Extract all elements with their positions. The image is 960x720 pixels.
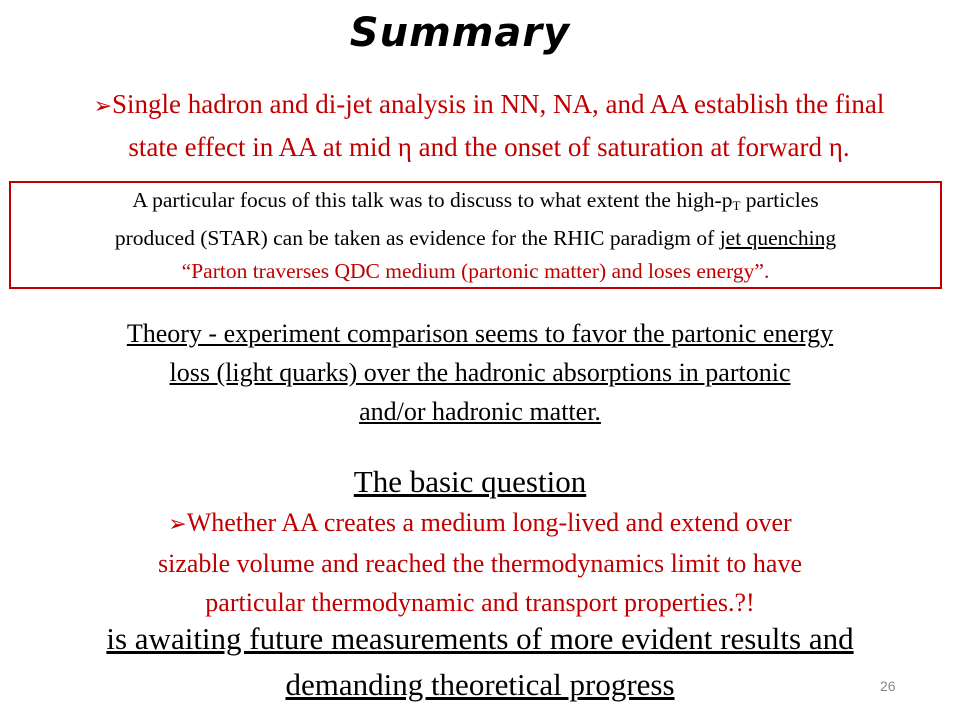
focus-box-text: [9, 184, 942, 288]
bullet1-line2: state effect in AA at mid η and the onset of saturation at forward η.: [128, 132, 850, 162]
bullet1-line1: Single hadron and di-jet analysis in NN, NA, and AA establish the final: [112, 89, 885, 119]
theory-line2: loss (light quarks) over the hadronic absorptions in partonic: [169, 358, 791, 387]
awaiting-conclusion: [0, 616, 960, 708]
box-line1a: A particular focus of this talk was to discuss to what extent the high-p: [132, 188, 733, 212]
jet-quenching-term: jet quenching: [719, 226, 837, 250]
theory-comparison-text: [0, 314, 960, 431]
bullet2-line1: Whether AA creates a medium long-lived and extend over: [186, 508, 792, 537]
arrow-bullet-icon: ➢: [168, 512, 187, 537]
awaiting-line2: demanding theoretical progress: [285, 667, 675, 702]
awaiting-line1: is awaiting future measurements of more evident results and: [106, 621, 854, 656]
bullet-final-state-effect: [18, 84, 960, 167]
theory-line1: Theory - experiment comparison seems to favor the partonic energy: [126, 319, 834, 348]
parton-quote: “Parton traverses QDC medium (partonic matter) and loses energy”.: [181, 259, 770, 283]
bullet2-line2: sizable volume and reached the thermodynamics limit to have: [157, 549, 802, 578]
box-line1-sub: T: [732, 198, 741, 213]
page-number: 26: [880, 678, 896, 694]
slide-title: Summary: [349, 10, 571, 56]
box-line1b: particles: [740, 188, 819, 212]
arrow-bullet-icon: ➢: [93, 94, 113, 119]
bullet2-line3: particular thermodynamic and transport properties.?!: [205, 588, 755, 617]
box-line2a: produced (STAR) can be taken as evidence for the RHIC paradigm of: [114, 226, 720, 250]
theory-line3: and/or hadronic matter.: [359, 397, 601, 426]
bullet-medium-question: [30, 503, 930, 622]
basic-question-heading: The basic question: [353, 464, 587, 499]
